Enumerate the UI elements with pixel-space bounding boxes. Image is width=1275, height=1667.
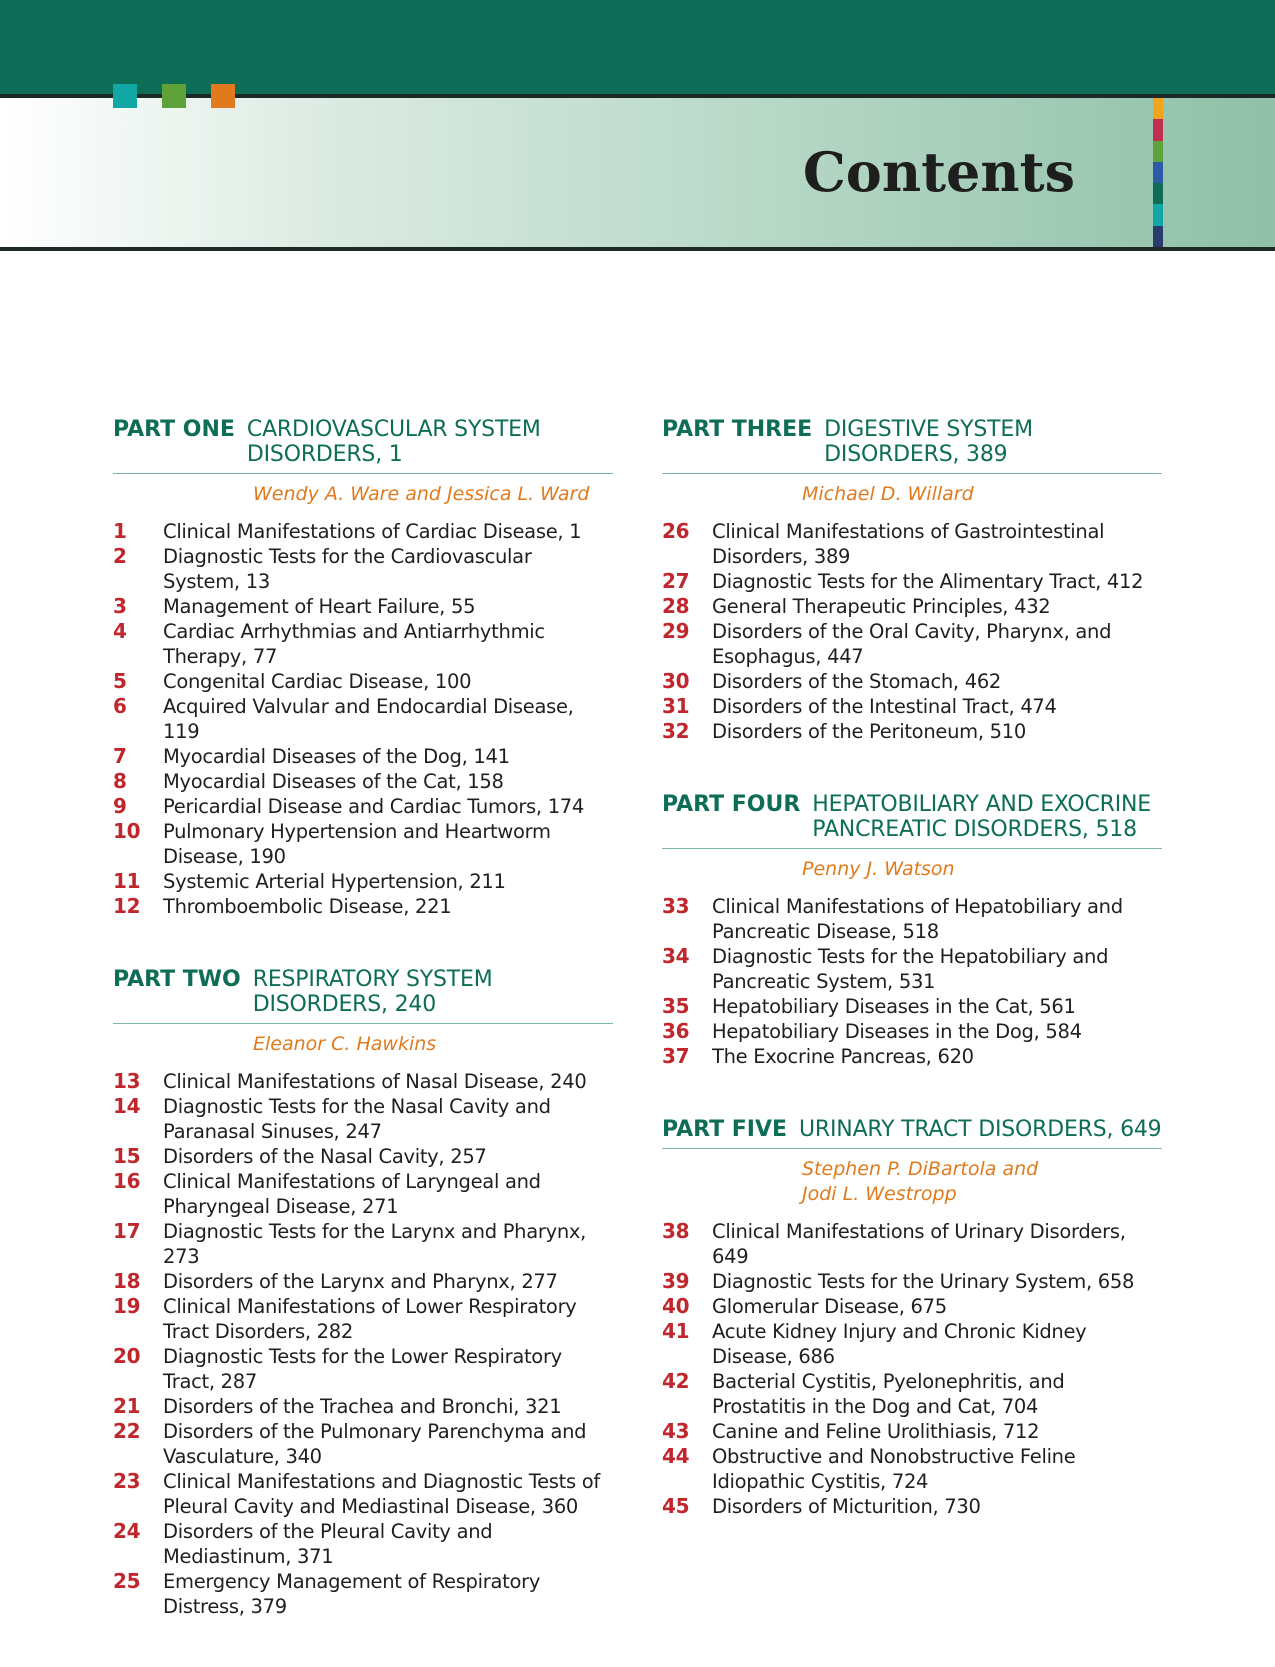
chapter-number: 29 [662,619,690,643]
chapter-title: Hepatobiliary Diseases in the Cat, 561 [712,995,1076,1018]
author-line: Eleanor C. Hawkins [253,1033,437,1055]
stripe-segment [1153,141,1163,162]
chapter-entry[interactable] [113,1469,613,1519]
chapter-entry[interactable] [662,1294,1162,1319]
chapter-title: Disorders of the Peritoneum, 510 [712,720,1026,743]
part-label: PART FIVE [662,1117,788,1142]
chapter-number: 39 [662,1269,690,1293]
chapter-number: 26 [662,519,690,543]
author-line: Jodi L. Westropp [802,1183,957,1205]
page-title: Contents [802,140,1075,204]
chapter-number: 27 [662,569,690,593]
top-color-band [0,0,1275,94]
part-label: PART TWO [113,967,241,992]
chapter-number: 45 [662,1494,690,1518]
chapter-entry[interactable] [113,594,613,619]
chapter-number: 44 [662,1444,690,1468]
chapter-number: 30 [662,669,690,693]
part-title: CARDIOVASCULAR SYSTEM DISORDERS, 1 [246,417,541,467]
chapter-title: Clinical Manifestations of Nasal Disease, 240 [163,1070,587,1093]
chapter-entry[interactable] [113,694,613,744]
chapter-number: 23 [113,1469,141,1493]
chapter-title: Clinical Manifestations of Cardiac Disease, 1 [163,520,582,543]
chapter-title: Congenital Cardiac Disease, 100 [163,670,472,693]
chapter-list [662,519,1162,744]
chapter-list [113,519,613,919]
contents-column-left [113,417,613,1667]
part-heading [662,792,1162,849]
chapter-entry[interactable] [113,619,613,669]
chapter-number: 5 [113,669,127,693]
chapter-title: Disorders of the Larynx and Pharynx, 277 [163,1270,558,1293]
chapter-number: 37 [662,1044,690,1068]
chapter-title: Pericardial Disease and Cardiac Tumors, 174 [163,795,585,818]
chapter-number: 19 [113,1294,141,1318]
chapter-number: 18 [113,1269,141,1293]
contents-column-right [662,417,1162,1567]
chapter-title: Pulmonary Hypertension and Heartworm Disease, 190 [163,820,551,868]
chapter-number: 4 [113,619,127,643]
chapter-title: Clinical Manifestations of Gastrointestinal Disorders, 389 [712,520,1105,568]
chapter-entry[interactable] [113,1169,613,1219]
chapter-title: Disorders of Micturition, 730 [712,1495,981,1518]
chapter-number: 40 [662,1294,690,1318]
stripe-segment [1153,98,1163,119]
chapter-number: 31 [662,694,690,718]
chapter-entry[interactable] [662,1319,1162,1369]
chapter-list [662,894,1162,1069]
part-authors [662,857,1162,882]
stripe-segment [1153,204,1163,225]
chapter-number: 28 [662,594,690,618]
chapter-entry[interactable] [113,1094,613,1144]
part-section [113,967,613,1619]
part-heading [662,1117,1162,1149]
chapter-title: Management of Heart Failure, 55 [163,595,476,618]
chapter-entry[interactable] [113,1569,613,1619]
chapter-title: Clinical Manifestations of Hepatobiliary and Pancreatic Disease, 518 [712,895,1123,943]
stripe-segment [1153,226,1163,247]
chapter-number: 34 [662,944,690,968]
chapter-entry[interactable] [662,944,1162,994]
chapter-title: Obstructive and Nonobstructive Feline Idiopathic Cystitis, 724 [712,1445,1076,1493]
chapter-entry[interactable] [113,1419,613,1469]
chapter-number: 7 [113,744,127,768]
chapter-number: 25 [113,1569,141,1593]
part-title: DIGESTIVE SYSTEM DISORDERS, 389 [824,417,1033,467]
chapter-entry[interactable] [113,1069,613,1094]
author-line: Stephen P. DiBartola and [802,1158,1039,1180]
chapter-number: 20 [113,1344,141,1368]
chapter-number: 8 [113,769,127,793]
chapter-title: Acute Kidney Injury and Chronic Kidney Disease, 686 [712,1320,1087,1368]
chapter-number: 38 [662,1219,690,1243]
part-authors [662,482,1162,507]
chapter-entry[interactable] [113,1269,613,1294]
part-title: HEPATOBILIARY AND EXOCRINE PANCREATIC DISORDERS, 518 [812,792,1151,842]
chapter-entry[interactable] [662,1219,1162,1269]
chapter-entry[interactable] [662,519,1162,569]
chapter-number: 41 [662,1319,690,1343]
chapter-number: 35 [662,994,690,1018]
part-section [113,417,613,919]
chapter-number: 33 [662,894,690,918]
chapter-title: Diagnostic Tests for the Urinary System, 658 [712,1270,1135,1293]
orange-square-decoration [211,84,235,108]
chapter-entry[interactable] [662,719,1162,744]
chapter-title: General Therapeutic Principles, 432 [712,595,1051,618]
chapter-number: 10 [113,819,141,843]
chapter-entry[interactable] [662,1019,1162,1044]
chapter-entry[interactable] [113,669,613,694]
chapter-entry[interactable] [113,744,613,769]
chapter-title: Disorders of the Nasal Cavity, 257 [163,1145,487,1168]
chapter-number: 3 [113,594,127,618]
chapter-number: 15 [113,1144,141,1168]
chapter-title: Clinical Manifestations of Urinary Disorders, 649 [712,1220,1126,1268]
chapter-entry[interactable] [662,594,1162,619]
chapter-title: Disorders of the Pulmonary Parenchyma and Vasculature, 340 [163,1420,587,1468]
stripe-segment [1153,119,1163,140]
part-label: PART ONE [113,417,235,442]
chapter-title: Diagnostic Tests for the Cardiovascular System, 13 [163,545,532,593]
part-section [662,1117,1162,1519]
chapter-title: Clinical Manifestations of Lower Respiratory Tract Disorders, 282 [163,1295,577,1343]
part-heading [113,967,613,1024]
chapter-entry[interactable] [113,1219,613,1269]
chapter-title: Disorders of the Pleural Cavity and Mediastinum, 371 [163,1520,493,1568]
part-heading [113,417,613,474]
chapter-title: Bacterial Cystitis, Pyelonephritis, and Prostatitis in the Dog and Cat, 704 [712,1370,1065,1418]
part-title: URINARY TRACT DISORDERS, 649 [799,1117,1162,1142]
part-authors [662,1157,1162,1207]
chapter-entry[interactable] [113,794,613,819]
chapter-entry[interactable] [113,769,613,794]
chapter-title: Emergency Management of Respiratory Distress, 379 [163,1570,541,1618]
chapter-entry[interactable] [662,1044,1162,1069]
part-label: PART THREE [662,417,813,442]
chapter-number: 24 [113,1519,141,1543]
part-section [662,417,1162,744]
chapter-entry[interactable] [113,1344,613,1394]
chapter-number: 32 [662,719,690,743]
chapter-title: Glomerular Disease, 675 [712,1295,947,1318]
chapter-title: Disorders of the Trachea and Bronchi, 321 [163,1395,562,1418]
header-bottom-divider-line [0,247,1275,251]
chapter-title: Acquired Valvular and Endocardial Disease, 119 [163,695,574,743]
chapter-title: Thromboembolic Disease, 221 [163,895,452,918]
chapter-entry[interactable] [662,569,1162,594]
chapter-title: The Exocrine Pancreas, 620 [712,1045,974,1068]
stripe-segment [1153,162,1163,183]
chapter-number: 12 [113,894,141,918]
chapter-entry[interactable] [113,544,613,594]
chapter-entry[interactable] [662,1494,1162,1519]
chapter-number: 9 [113,794,127,818]
chapter-title: Disorders of the Stomach, 462 [712,670,1002,693]
chapter-title: Disorders of the Intestinal Tract, 474 [712,695,1057,718]
chapter-title: Diagnostic Tests for the Hepatobiliary and Pancreatic System, 531 [712,945,1109,993]
part-title: RESPIRATORY SYSTEM DISORDERS, 240 [252,967,493,1017]
chapter-number: 6 [113,694,127,718]
chapter-entry[interactable] [662,694,1162,719]
author-line: Michael D. Willard [802,483,974,505]
part-authors [113,482,613,507]
chapter-number: 11 [113,869,141,893]
chapter-title: Systemic Arterial Hypertension, 211 [163,870,506,893]
teal-square-decoration [113,84,137,108]
part-section [662,792,1162,1069]
part-heading [662,417,1162,474]
chapter-title: Canine and Feline Urolithiasis, 712 [712,1420,1040,1443]
chapter-title: Diagnostic Tests for the Nasal Cavity and Paranasal Sinuses, 247 [163,1095,551,1143]
chapter-entry[interactable] [662,1444,1162,1494]
chapter-number: 2 [113,544,127,568]
chapter-title: Myocardial Diseases of the Cat, 158 [163,770,504,793]
chapter-number: 16 [113,1169,141,1193]
chapter-number: 22 [113,1419,141,1443]
stripe-segment [1153,183,1163,204]
chapter-entry[interactable] [662,619,1162,669]
chapter-number: 1 [113,519,127,543]
chapter-entry[interactable] [662,1419,1162,1444]
chapter-title: Hepatobiliary Diseases in the Dog, 584 [712,1020,1082,1043]
part-label: PART FOUR [662,792,801,817]
green-square-decoration [162,84,186,108]
chapter-entry[interactable] [113,1144,613,1169]
chapter-entry[interactable] [113,869,613,894]
chapter-title: Myocardial Diseases of the Dog, 141 [163,745,510,768]
chapter-number: 21 [113,1394,141,1418]
chapter-title: Clinical Manifestations and Diagnostic Tests of Pleural Cavity and Mediastinal Disease, 360 [163,1470,600,1518]
chapter-title: Disorders of the Oral Cavity, Pharynx, and Esophagus, 447 [712,620,1112,668]
header-gradient-band [0,98,1275,247]
chapter-entry[interactable] [113,1294,613,1344]
chapter-entry[interactable] [113,894,613,919]
chapter-title: Cardiac Arrhythmias and Antiarrhythmic Therapy, 77 [163,620,545,668]
chapter-entry[interactable] [662,669,1162,694]
chapter-entry[interactable] [662,1269,1162,1294]
chapter-entry[interactable] [113,1394,613,1419]
chapter-list [113,1069,613,1619]
author-line: Wendy A. Ware and Jessica L. Ward [253,483,590,505]
author-line: Penny J. Watson [802,858,955,880]
chapter-number: 42 [662,1369,690,1393]
chapter-entry[interactable] [662,1369,1162,1419]
color-stripe-decoration [1153,98,1163,247]
chapter-number: 17 [113,1219,141,1243]
chapter-entry[interactable] [662,894,1162,944]
chapter-title: Diagnostic Tests for the Lower Respiratory Tract, 287 [163,1345,562,1393]
chapter-entry[interactable] [113,1519,613,1569]
chapter-title: Clinical Manifestations of Laryngeal and Pharyngeal Disease, 271 [163,1170,541,1218]
part-authors [113,1032,613,1057]
chapter-entry[interactable] [113,519,613,544]
chapter-number: 14 [113,1094,141,1118]
chapter-title: Diagnostic Tests for the Larynx and Pharynx, 273 [163,1220,587,1268]
chapter-list [662,1219,1162,1519]
chapter-number: 13 [113,1069,141,1093]
chapter-entry[interactable] [113,819,613,869]
chapter-number: 36 [662,1019,690,1043]
chapter-title: Diagnostic Tests for the Alimentary Tract, 412 [712,570,1144,593]
chapter-number: 43 [662,1419,690,1443]
chapter-entry[interactable] [662,994,1162,1019]
